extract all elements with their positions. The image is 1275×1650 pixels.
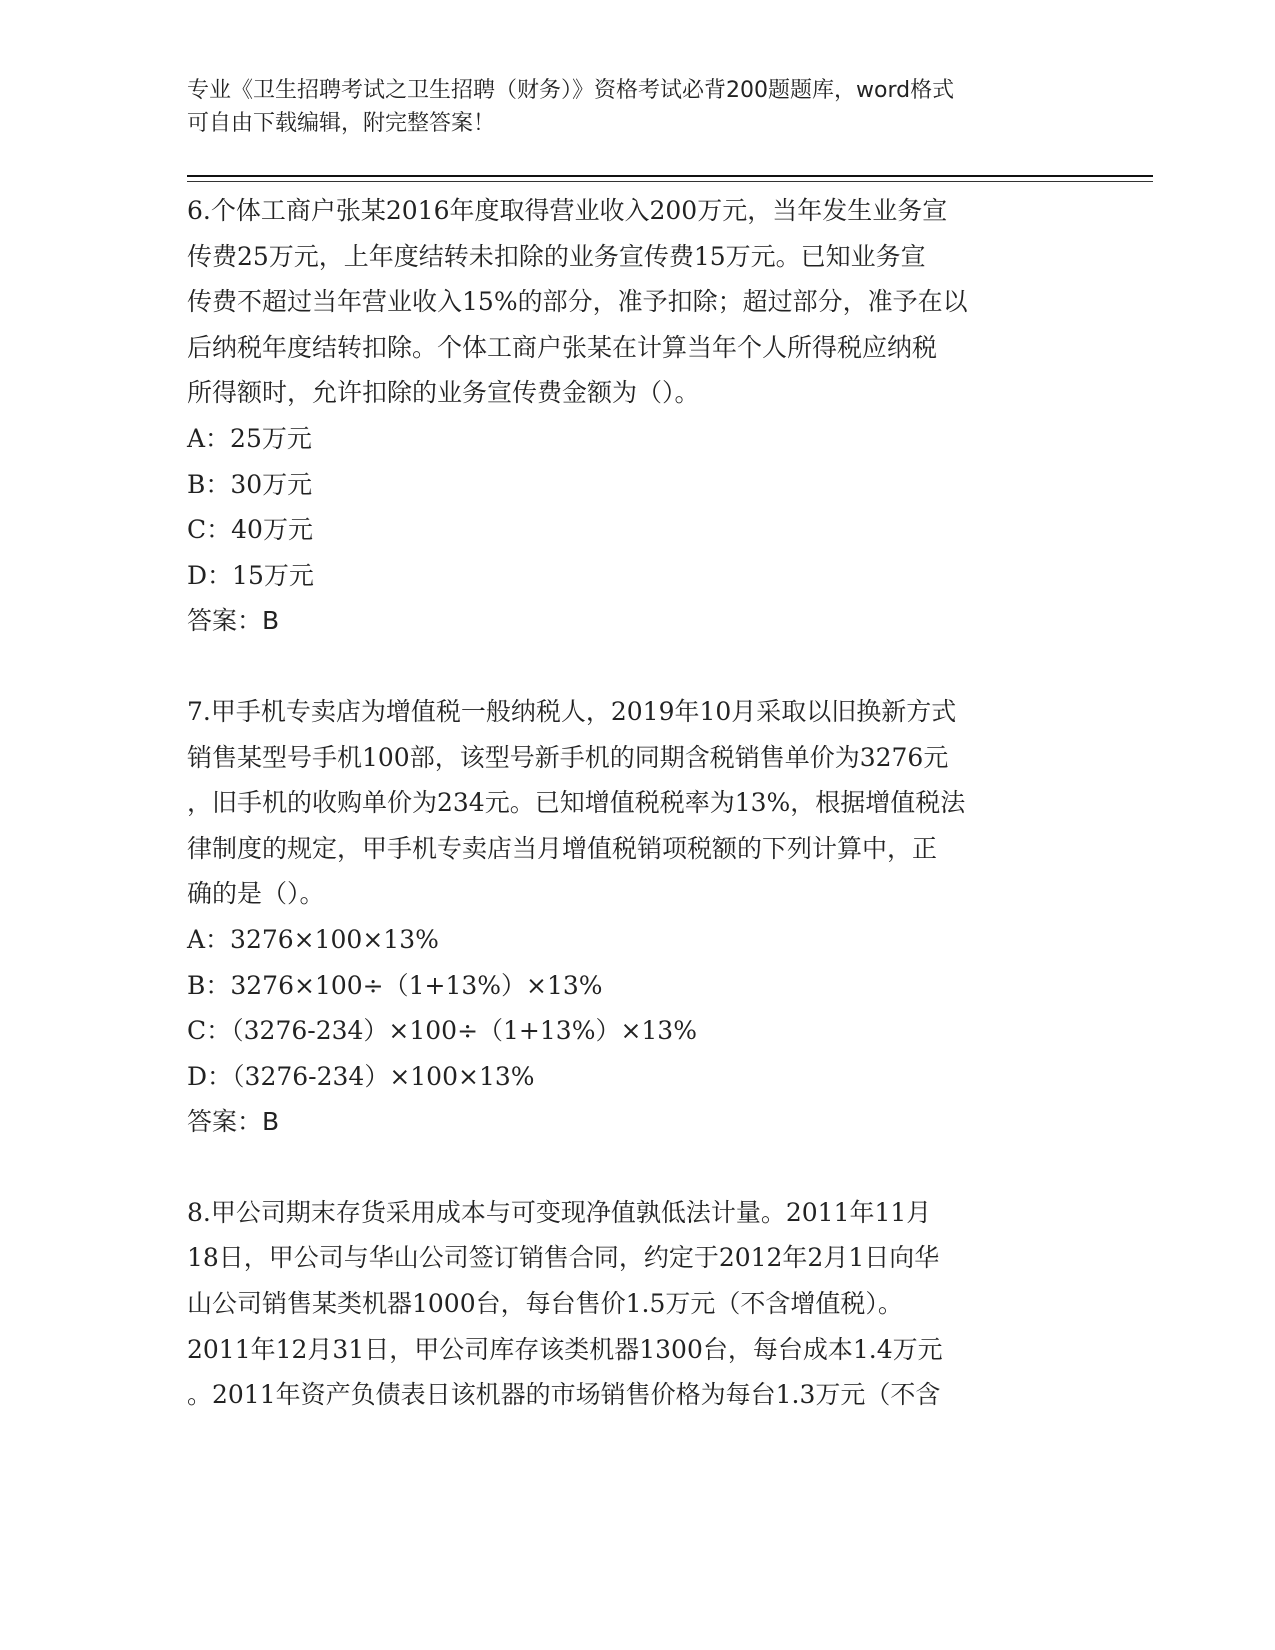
question-8-line-2: 18日，甲公司与华山公司签订销售合同，约定于2012年2月1日向华 — [187, 1243, 940, 1273]
question-6 — [187, 188, 1087, 644]
question-6-line-3: 传费不超过当年营业收入15%的部分，准予扣除；超过部分，准予在以 — [187, 287, 968, 317]
question-6-line-5: 所得额时，允许扣除的业务宣传费金额为（）。 — [187, 378, 700, 408]
question-6-option-c: C：40万元 — [187, 515, 313, 545]
question-8-line-5: 。2011年资产负债表日该机器的市场销售价格为每台1.3万元（不含 — [187, 1380, 941, 1410]
question-6-answer: 答案：B — [187, 606, 280, 636]
question-list — [187, 188, 1087, 1463]
question-7-option-d: D：（3276-234）×100×13% — [187, 1061, 535, 1091]
header-line-1: 专业《卫生招聘考试之卫生招聘（财务）》资格考试必背200题题库，word格式 — [187, 78, 955, 103]
question-7-option-a: A：3276×100×13% — [187, 924, 439, 954]
question-6-line-4: 后纳税年度结转扣除。个体工商户张某在计算当年个人所得税应纳税 — [187, 332, 938, 362]
question-7-line-2: 销售某型号手机100部，该型号新手机的同期含税销售单价为3276元 — [187, 742, 949, 772]
question-8 — [187, 1190, 1087, 1418]
question-7-line-4: 律制度的规定，甲手机专卖店当月增值税销项税额的下列计算中，正 — [187, 833, 938, 863]
question-7 — [187, 689, 1087, 1145]
question-6-line-1: 6.个体工商户张某2016年度取得营业收入200万元，当年发生业务宣 — [187, 196, 948, 225]
question-6-option-b: B：30万元 — [187, 469, 313, 499]
question-7-option-c: C：（3276-234）×100÷（1+13%）×13% — [187, 1016, 697, 1046]
question-7-line-3: ，旧手机的收购单价为234元。已知增值税税率为13%，根据增值税法 — [187, 788, 966, 818]
question-6-line-2: 传费25万元，上年度结转未扣除的业务宣传费15万元。已知业务宣 — [187, 241, 926, 271]
question-7-line-5: 确的是（）。 — [187, 879, 325, 909]
question-8-line-3: 山公司销售某类机器1000台，每台售价1.5万元（不含增值税）。 — [187, 1289, 903, 1319]
question-8-line-4: 2011年12月31日，甲公司库存该类机器1300台，每台成本1.4万元 — [187, 1334, 943, 1364]
question-7-line-1: 7.甲手机专卖店为增值税一般纳税人，2019年10月采取以旧换新方式 — [187, 696, 957, 726]
question-7-answer: 答案：B — [187, 1107, 280, 1137]
document-header — [187, 74, 1087, 140]
question-7-option-b: B：3276×100÷（1+13%）×13% — [187, 970, 603, 1000]
question-6-option-d: D：15万元 — [187, 560, 314, 590]
question-6-option-a: A：25万元 — [187, 423, 312, 453]
header-line-2: 可自由下载编辑，附完整答案！ — [187, 111, 496, 136]
header-divider-thick — [187, 175, 1153, 177]
header-divider-thin — [187, 181, 1153, 182]
question-8-line-1: 8.甲公司期末存货采用成本与可变现净值孰低法计量。2011年11月 — [187, 1197, 932, 1227]
